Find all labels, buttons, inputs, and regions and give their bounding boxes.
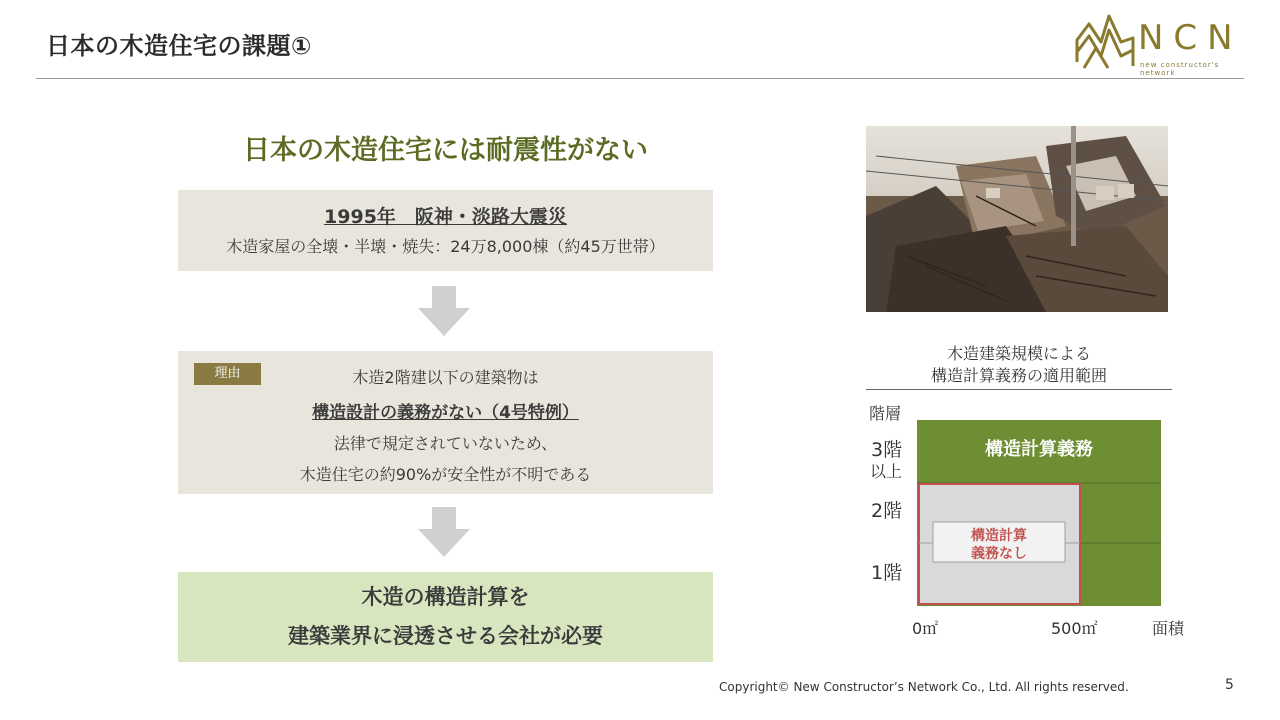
reason-tag: 理由: [194, 363, 261, 385]
conclusion-line-1: 木造の構造計算を: [361, 585, 530, 609]
y-label-3f-above: 以上: [870, 462, 903, 481]
headline: 日本の木造住宅には耐震性がない: [243, 135, 648, 166]
down-arrow-icon: [418, 507, 470, 557]
earthquake-box: [178, 190, 713, 271]
conclusion-line-2: 建築業界に浸透させる会社が必要: [288, 624, 603, 648]
chart-caption-line-1: 木造建築規模による: [946, 344, 1091, 363]
earthquake-damage-text: 木造家屋の全壊・半壊・焼失：24万8,000棟（約45万世帯）: [226, 237, 665, 256]
reason-box: [178, 351, 713, 494]
logo-subtext: new constructor's network: [1140, 61, 1220, 77]
x-label-500: 500㎡: [1051, 619, 1098, 638]
green-region-label: 構造計算義務: [985, 439, 1093, 460]
reason-line-4: 木造住宅の約90%が安全性が不明である: [299, 465, 592, 484]
earthquake-damage-photo: [866, 126, 1168, 312]
reason-line-2: 構造設計の義務がない（4号特例）: [312, 403, 579, 423]
chart-caption-line-2: 構造計算義務の適用範囲: [930, 366, 1107, 385]
logo-text: NCN: [1138, 18, 1243, 58]
y-label-2f: 2階: [871, 500, 903, 522]
chart-caption-divider: [866, 389, 1172, 390]
mountain-logo-icon: [1074, 12, 1136, 72]
earthquake-title: 1995年 阪神・淡路大震災: [324, 206, 567, 228]
y-label-3f: 3階: [871, 439, 903, 461]
slide-title: 日本の木造住宅の課題①: [46, 32, 312, 60]
x-axis-title: 面積: [1152, 619, 1185, 638]
exempt-label-line-1: 構造計算: [971, 528, 1027, 544]
copyright-text: Copyright© New Constructor’s Network Co., Ltd. All rights reserved.: [719, 680, 1129, 694]
structural-calc-chart: [860, 398, 1200, 648]
exempt-label-line-2: 義務なし: [971, 546, 1027, 562]
x-label-0: 0㎡: [912, 619, 939, 638]
page-number: 5: [1225, 677, 1234, 693]
down-arrow-icon: [418, 286, 470, 336]
y-axis-title: 階層: [869, 404, 902, 423]
reason-line-3: 法律で規定されていないため、: [333, 434, 558, 453]
y-label-1f: 1階: [871, 562, 903, 584]
conclusion-box: [178, 572, 713, 662]
ncn-logo: [1074, 12, 1246, 77]
title-divider: [36, 78, 1244, 79]
reason-line-1: 木造2階建以下の建築物は: [352, 368, 539, 387]
